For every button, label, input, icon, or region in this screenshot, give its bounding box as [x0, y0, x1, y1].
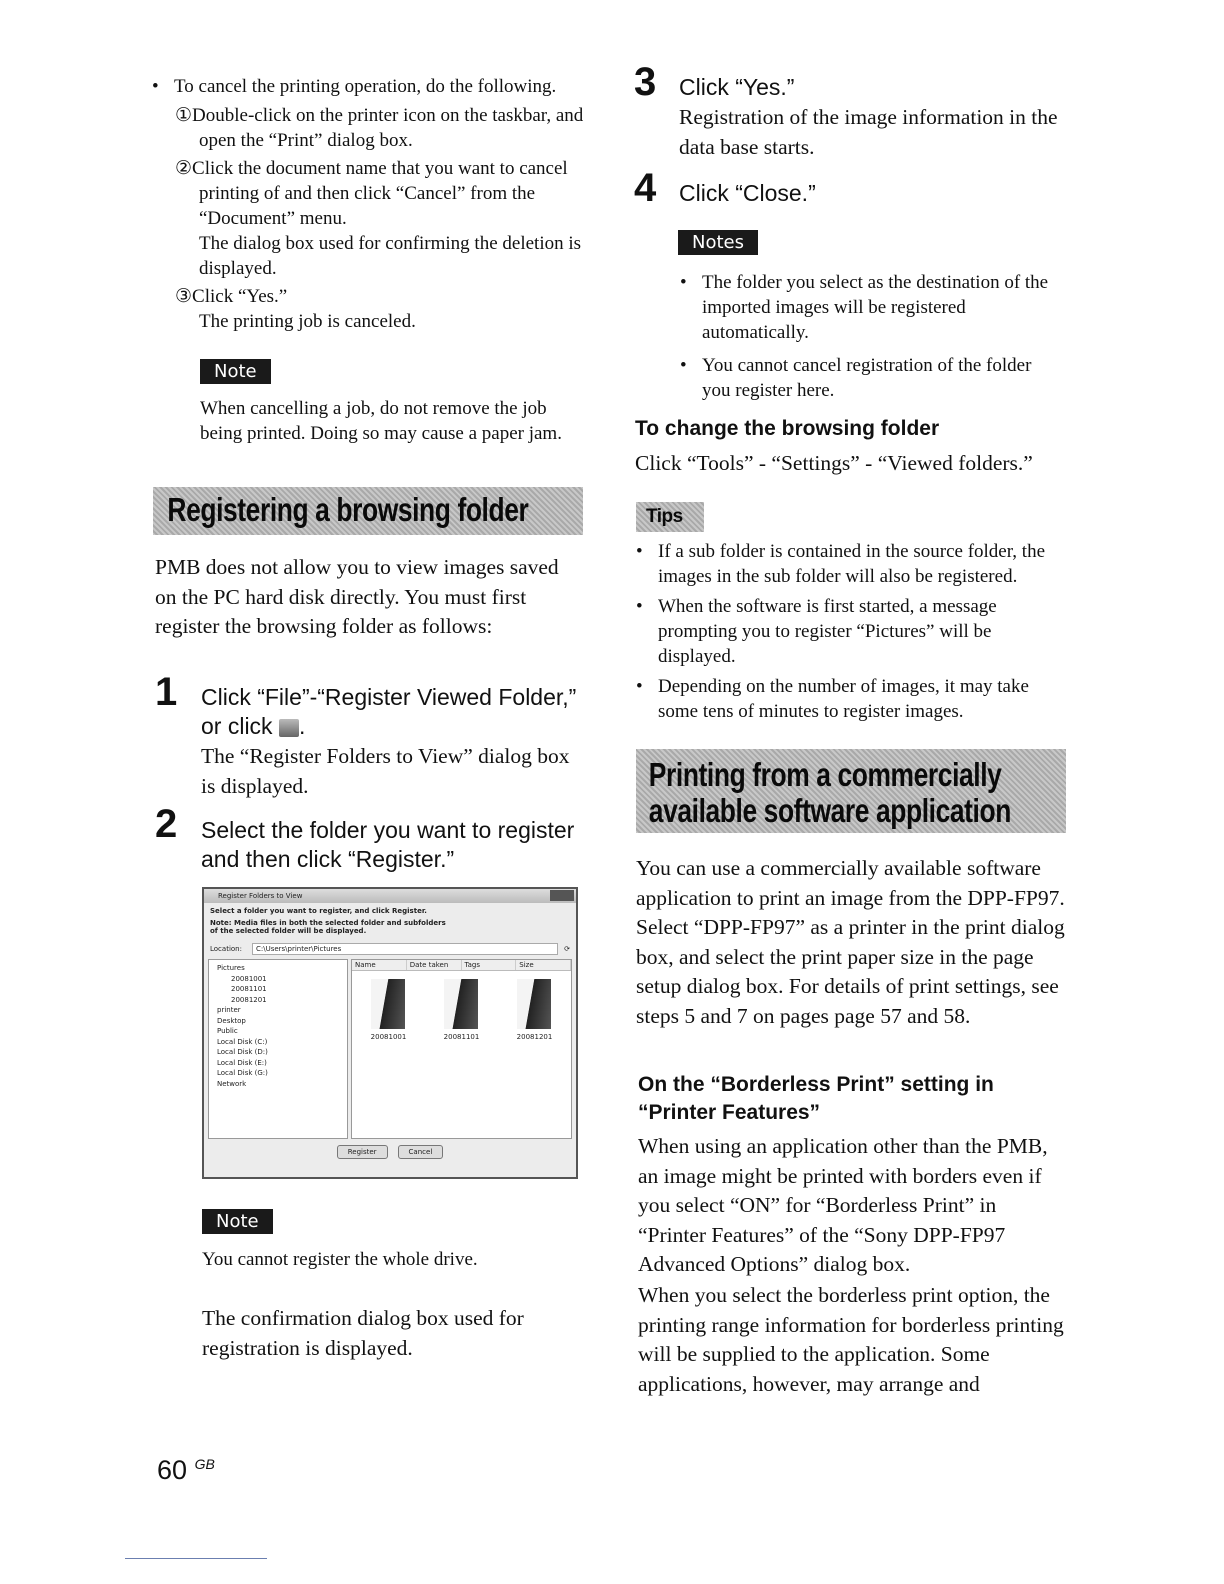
folder-icon	[444, 979, 478, 1029]
section-title	[636, 749, 1011, 829]
cancel-intro	[150, 74, 614, 99]
step-number: 4	[634, 166, 657, 210]
step-title	[201, 683, 586, 741]
cancel-step-3	[175, 284, 585, 309]
step-num: ①	[175, 105, 193, 126]
step-text: Double-click on the printer icon on the taskbar, and open the “Print” dialog box.	[192, 105, 584, 151]
register-button[interactable]: Register	[337, 1145, 388, 1159]
note-label: Note	[202, 1209, 273, 1234]
column-header[interactable]: Size	[516, 960, 571, 970]
step-title-text: Click “File”-“Register Viewed Folder,” or click	[201, 684, 577, 739]
section-title-line: available software application	[648, 792, 1011, 829]
dialog-buttons	[204, 1145, 576, 1159]
step-number: 2	[155, 802, 178, 846]
note-text: You cannot register the whole drive.	[202, 1249, 478, 1270]
register-folder-icon	[279, 719, 299, 737]
tree-item[interactable]: Local Disk (D:)	[217, 1048, 268, 1056]
tree-item[interactable]: Local Disk (E:)	[217, 1058, 267, 1067]
note-item: • You cannot cancel registration of the folder you register here.	[678, 353, 1058, 403]
section-banner	[636, 749, 1066, 833]
folder-icon	[371, 979, 405, 1029]
tree-item[interactable]: printer	[217, 1006, 241, 1014]
section-title: Registering a browsing folder	[167, 491, 529, 528]
cancel-step-2	[175, 156, 585, 231]
step-extra: The dialog box used for confirming the deletion is displayed.	[199, 233, 582, 279]
folder-label: 20081201	[516, 1033, 553, 1041]
folder-label: 20081001	[370, 1033, 407, 1041]
paragraph: When using an application other than the PMB, an image might be printed with borders even if you select “ON” for “Borderless Print” in “Printer Features” of the “Sony DPP-FP97 Advanced Options” dialog box.	[638, 1134, 1048, 1276]
folder-item[interactable]	[517, 979, 553, 1041]
step-desc: Registration of the image information in the data base starts.	[679, 105, 1058, 159]
section-banner	[153, 487, 583, 535]
note-item: • The folder you select as the destination of the imported images will be registered automatically.	[678, 270, 1058, 345]
change-text: Click “Tools” - “Settings” - “Viewed folders.”	[635, 451, 1033, 475]
tree-item[interactable]: 20081001	[231, 974, 267, 983]
page-number	[157, 1455, 215, 1486]
cancel-steps	[175, 103, 585, 334]
lang-code: GB	[194, 1456, 215, 1472]
folder-icon	[517, 979, 551, 1029]
step-title: Click “Yes.”	[679, 74, 795, 100]
tree-item[interactable]: Local Disk (C:)	[217, 1037, 268, 1046]
step-text: Click the document name that you want to cancel printing of and then click “Cancel” from the “Document” menu.	[192, 158, 568, 229]
dialog-title: Register Folders to View	[218, 892, 303, 900]
step-3	[679, 73, 1069, 162]
paragraph: When you select the borderless print option, the printing range information for borderless printing will be supplied to the application. Some applications, however, may arrange and	[638, 1283, 1064, 1396]
file-list	[351, 959, 572, 1139]
notes-label: Notes	[678, 230, 758, 255]
tips-label: Tips	[646, 506, 683, 527]
step-title-end: .	[298, 713, 306, 739]
cancel-button[interactable]: Cancel	[398, 1145, 444, 1159]
step-num: ③	[175, 286, 193, 307]
intro-paragraph: PMB does not allow you to view images saved on the PC hard disk directly. You must first register the browsing folder as follows:	[155, 555, 559, 638]
section-title-line: Printing from a commercially	[648, 756, 1002, 793]
tip-item: • Depending on the number of images, it may take some tens of minutes to register images.	[634, 674, 1069, 724]
cancel-intro-text: To cancel the printing operation, do the following.	[174, 76, 557, 97]
tree-item[interactable]: 20081201	[231, 995, 267, 1004]
close-icon[interactable]	[550, 890, 574, 901]
tip-item: • If a sub folder is contained in the source folder, the images in the sub folder will also be registered.	[634, 539, 1069, 589]
tree-item[interactable]: Pictures	[217, 964, 245, 972]
tip-item: • When the software is first started, a message prompting you to register “Pictures” will be displayed.	[634, 594, 1069, 669]
column-headers	[352, 960, 571, 971]
note-text: When cancelling a job, do not remove the job being printed. Doing so may cause a paper jam.	[200, 398, 562, 444]
refresh-icon[interactable]: ⟳	[564, 945, 570, 953]
footer-rule	[125, 1558, 267, 1559]
dialog-titlebar	[204, 889, 576, 903]
folder-label: 20081101	[443, 1033, 480, 1041]
column-header[interactable]: Tags	[462, 960, 517, 970]
tree-item[interactable]: Local Disk (G:)	[217, 1069, 268, 1077]
step-number: 1	[155, 670, 178, 714]
page-num: 60	[157, 1455, 188, 1485]
tips-list	[634, 539, 1069, 724]
step-number: 3	[634, 60, 657, 104]
tree-item[interactable]: Network	[217, 1079, 247, 1088]
note-label: Note	[200, 359, 271, 384]
location-bar	[204, 935, 576, 959]
subsection-heading: On the “Borderless Print” setting in “Printer Features”	[638, 1073, 994, 1124]
folder-item[interactable]	[371, 979, 407, 1041]
location-label: Location:	[210, 945, 242, 953]
confirmation-text: The confirmation dialog box used for registration is displayed.	[202, 1306, 524, 1360]
folder-thumbnails	[352, 971, 571, 1041]
step-extra: The printing job is canceled.	[199, 311, 416, 332]
column-header[interactable]: Name	[352, 960, 407, 970]
step-text: Click “Yes.”	[192, 286, 288, 307]
folder-item[interactable]	[444, 979, 480, 1041]
subsection-heading: To change the browsing folder	[635, 417, 940, 440]
dialog-note: Note: Media files in both the selected folder and subfolders of the selected folder will be displayed.	[210, 919, 446, 935]
dialog-instruction: Select a folder you want to register, and click Register.	[210, 907, 427, 915]
location-field[interactable]: C:\Users\printer\Pictures	[252, 943, 558, 955]
column-header[interactable]: Date taken	[407, 960, 462, 970]
tips-label-box	[636, 502, 704, 532]
step-desc: The “Register Folders to View” dialog box is displayed.	[201, 744, 570, 798]
tree-item[interactable]: 20081101	[231, 985, 267, 993]
folder-tree[interactable]	[208, 959, 348, 1139]
step-num: ②	[175, 158, 193, 179]
tree-item[interactable]: Desktop	[217, 1016, 246, 1025]
notes-list	[678, 270, 1058, 403]
cancel-step-1	[175, 103, 585, 153]
step-1	[201, 683, 586, 801]
tree-item[interactable]: Public	[217, 1027, 238, 1035]
dialog-body	[208, 959, 572, 1139]
step-title: Select the folder you want to register and then click “Register.”	[201, 817, 575, 872]
paragraph: You can use a commercially available software application to print an image from the DPP-FP97. Select “DPP-FP97” as a printer in the print dialog box, and select the print paper size in the page setup dialog box. For details of print settings, see steps 5 and 7 on pages page 57 and 58.	[636, 856, 1065, 1028]
step-title: Click “Close.”	[679, 180, 816, 206]
register-folders-dialog	[202, 887, 578, 1179]
